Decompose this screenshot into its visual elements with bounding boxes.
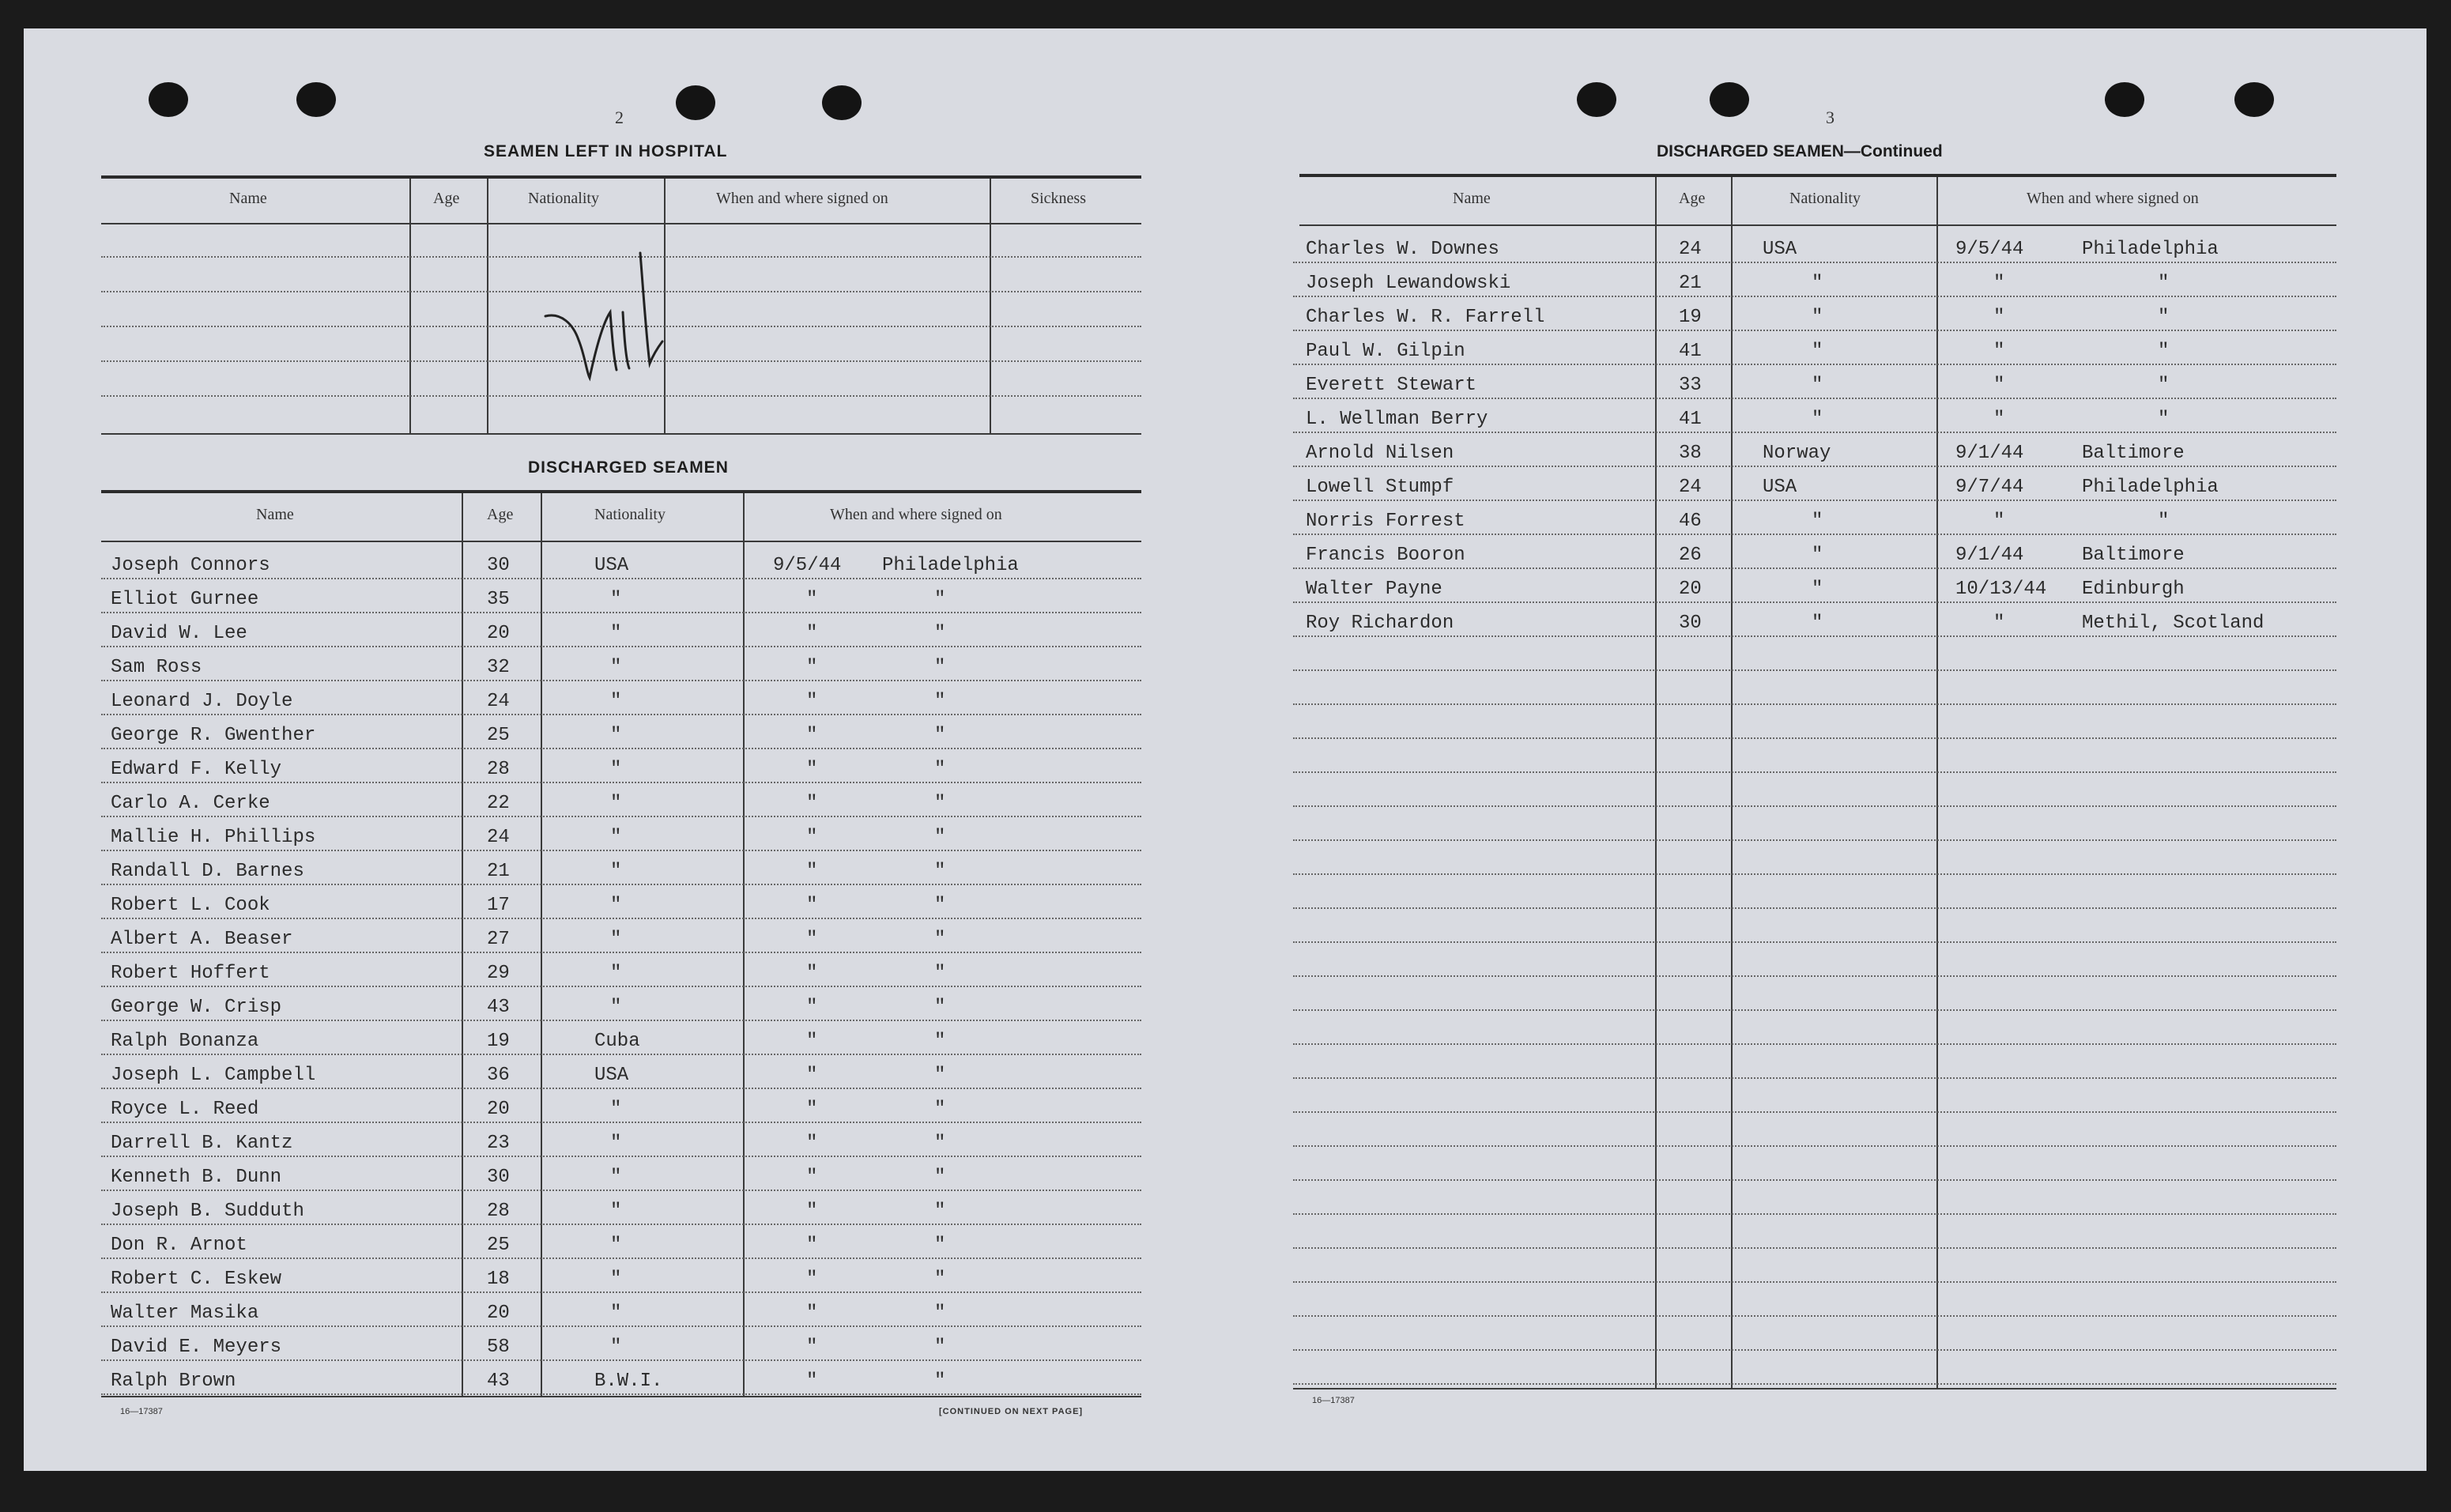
seaman-age: 19 <box>487 1031 510 1052</box>
signed-on-place: Edinburgh <box>2082 579 2185 600</box>
seaman-age: 20 <box>487 1303 510 1324</box>
seaman-name: Lowell Stumpf <box>1306 477 1454 498</box>
signed-on-place: Baltimore <box>2082 443 2185 464</box>
ruled-line <box>1293 1213 2336 1215</box>
signed-on-date: " <box>806 589 818 610</box>
column-header-nationality: Nationality <box>1789 190 1861 207</box>
seaman-name: Arnold Nilsen <box>1306 443 1454 464</box>
seaman-age: 24 <box>487 691 510 712</box>
ruled-line <box>1293 601 2336 603</box>
signed-on-date: 9/5/44 <box>1955 239 2024 260</box>
ruled-line <box>1293 839 2336 841</box>
signed-on-place: " <box>934 725 946 746</box>
seaman-nationality: " <box>610 589 622 610</box>
signed-on-date: " <box>806 691 818 712</box>
seaman-name: Joseph Connors <box>111 555 270 576</box>
signed-on-date: " <box>1993 613 2005 634</box>
signed-on-date: 10/13/44 <box>1955 579 2047 600</box>
table-bottom-rule <box>101 1396 1141 1397</box>
seaman-name: Joseph L. Campbell <box>111 1065 316 1086</box>
signed-on-place: " <box>934 1167 946 1188</box>
seaman-name: Charles W. Downes <box>1306 239 1499 260</box>
ruled-line <box>1293 567 2336 569</box>
seaman-age: 23 <box>487 1133 510 1154</box>
seaman-age: 30 <box>487 555 510 576</box>
seaman-age: 29 <box>487 963 510 984</box>
ruled-line <box>1293 262 2336 263</box>
ruled-line <box>101 850 1141 851</box>
ruled-line <box>1293 669 2336 671</box>
seaman-name: Robert C. Eskew <box>111 1269 282 1290</box>
signed-on-place: Philadelphia <box>2082 477 2219 498</box>
seaman-nationality: " <box>610 861 622 882</box>
table-top-rule <box>1299 174 2336 177</box>
signed-on-date: " <box>806 997 818 1018</box>
signed-on-date: " <box>806 1303 818 1324</box>
signed-on-date: " <box>806 827 818 848</box>
form-number: 16—17387 <box>1312 1396 1355 1405</box>
seaman-nationality: " <box>610 759 622 780</box>
seaman-nationality: " <box>610 929 622 950</box>
signed-on-place: " <box>934 691 946 712</box>
table-bottom-rule <box>101 433 1141 435</box>
seaman-nationality: USA <box>594 1065 629 1086</box>
seaman-name: David E. Meyers <box>111 1337 282 1358</box>
signed-on-place: " <box>934 759 946 780</box>
seaman-nationality: " <box>1812 545 1823 566</box>
punch-hole <box>2234 82 2274 117</box>
seaman-name: David W. Lee <box>111 623 247 644</box>
signed-on-date: 9/1/44 <box>1955 545 2024 566</box>
seaman-name: Roy Richardon <box>1306 613 1454 634</box>
ruled-line <box>101 748 1141 749</box>
signed-on-place: " <box>934 1337 946 1358</box>
signed-on-date: " <box>1993 511 2005 532</box>
signed-on-place: " <box>2158 511 2170 532</box>
seaman-age: 41 <box>1679 409 1702 430</box>
signed-on-date: 9/7/44 <box>1955 477 2024 498</box>
seaman-age: 28 <box>487 759 510 780</box>
seaman-name: Norris Forrest <box>1306 511 1465 532</box>
ruled-line <box>1293 703 2336 705</box>
seaman-age: 32 <box>487 657 510 678</box>
column-header-name: Name <box>256 506 294 523</box>
punch-hole <box>149 82 188 117</box>
seaman-name: Randall D. Barnes <box>111 861 304 882</box>
signed-on-date: " <box>806 1167 818 1188</box>
ruled-line <box>1293 364 2336 365</box>
signed-on-date: " <box>806 1235 818 1256</box>
seaman-name: George W. Crisp <box>111 997 282 1018</box>
ruled-line <box>101 918 1141 919</box>
signed-on-date: " <box>1993 273 2005 294</box>
seaman-name: Edward F. Kelly <box>111 759 282 780</box>
seaman-name: Joseph B. Sudduth <box>111 1201 304 1222</box>
signed-on-date: " <box>806 861 818 882</box>
ruled-line <box>1293 1383 2336 1385</box>
column-header-age: Age <box>433 190 460 207</box>
handwritten-nil-mark <box>537 237 680 387</box>
punch-hole <box>1710 82 1749 117</box>
seaman-name: Ralph Bonanza <box>111 1031 259 1052</box>
ruled-line <box>101 1122 1141 1123</box>
discharged-title: DISCHARGED SEAMEN <box>528 458 729 477</box>
seaman-nationality: " <box>610 1167 622 1188</box>
seaman-nationality: " <box>610 1303 622 1324</box>
seaman-age: 17 <box>487 895 510 916</box>
signed-on-place: " <box>934 1303 946 1324</box>
seaman-nationality: " <box>610 793 622 814</box>
ruled-line <box>1293 1349 2336 1351</box>
signed-on-date: " <box>806 725 818 746</box>
seaman-nationality: " <box>610 895 622 916</box>
punch-hole <box>1577 82 1616 117</box>
seaman-nationality: " <box>1812 375 1823 396</box>
table-top-rule <box>101 490 1141 493</box>
signed-on-place: " <box>934 589 946 610</box>
seaman-nationality: " <box>610 1337 622 1358</box>
seaman-nationality: USA <box>1763 239 1797 260</box>
ruled-line <box>101 782 1141 783</box>
seaman-name: Everett Stewart <box>1306 375 1477 396</box>
ruled-line <box>101 1393 1141 1395</box>
signed-on-place: Philadelphia <box>882 555 1019 576</box>
signed-on-date: " <box>806 759 818 780</box>
seaman-age: 43 <box>487 997 510 1018</box>
ruled-line <box>101 952 1141 953</box>
ruled-line <box>101 680 1141 681</box>
seaman-name: Don R. Arnot <box>111 1235 247 1256</box>
seaman-name: Robert L. Cook <box>111 895 270 916</box>
form-number: 16—17387 <box>120 1407 163 1416</box>
signed-on-place: " <box>934 895 946 916</box>
seaman-name: Royce L. Reed <box>111 1099 259 1120</box>
ruled-line <box>101 816 1141 817</box>
signed-on-date: " <box>806 1371 818 1392</box>
signed-on-place: " <box>934 861 946 882</box>
signed-on-date: " <box>1993 375 2005 396</box>
seaman-age: 20 <box>1679 579 1702 600</box>
table-bottom-rule <box>1293 1388 2336 1389</box>
ruled-line <box>101 612 1141 613</box>
ruled-line <box>101 1054 1141 1055</box>
seaman-nationality: " <box>610 725 622 746</box>
table-header-rule <box>101 223 1141 224</box>
column-header-name: Name <box>1453 190 1491 207</box>
signed-on-place: " <box>2158 409 2170 430</box>
seaman-age: 25 <box>487 1235 510 1256</box>
seaman-age: 41 <box>1679 341 1702 362</box>
seaman-age: 43 <box>487 1371 510 1392</box>
discharged-continued-title <box>1657 142 1943 161</box>
signed-on-place: " <box>934 793 946 814</box>
signed-on-place: Baltimore <box>2082 545 2185 566</box>
ruled-line <box>1293 975 2336 977</box>
ruled-line <box>101 578 1141 579</box>
signed-on-date: " <box>1993 409 2005 430</box>
seaman-nationality: " <box>1812 613 1823 634</box>
seaman-name: Walter Payne <box>1306 579 1442 600</box>
seaman-name: Kenneth B. Dunn <box>111 1167 282 1188</box>
signed-on-place: " <box>934 1371 946 1392</box>
hospital-title: SEAMEN LEFT IN HOSPITAL <box>484 142 728 160</box>
signed-on-place: " <box>934 929 946 950</box>
seaman-name: Paul W. Gilpin <box>1306 341 1465 362</box>
signed-on-date: " <box>806 623 818 644</box>
seaman-name: Albert A. Beaser <box>111 929 293 950</box>
seaman-age: 35 <box>487 589 510 610</box>
ruled-line <box>1293 398 2336 399</box>
seaman-name: Elliot Gurnee <box>111 589 259 610</box>
signed-on-date: " <box>806 1337 818 1358</box>
signed-on-date: " <box>806 1031 818 1052</box>
ruled-line <box>101 395 1141 397</box>
seaman-nationality: " <box>1812 409 1823 430</box>
column-divider <box>1936 177 1938 1388</box>
ruled-line <box>101 1291 1141 1293</box>
ruled-line <box>1293 907 2336 909</box>
seaman-nationality: USA <box>594 555 629 576</box>
seaman-age: 20 <box>487 1099 510 1120</box>
seaman-nationality: " <box>1812 341 1823 362</box>
seaman-age: 36 <box>487 1065 510 1086</box>
column-header-age: Age <box>487 506 514 523</box>
seaman-name: George R. Gwenther <box>111 725 316 746</box>
page-number: 2 <box>615 107 624 127</box>
seaman-name: Walter Masika <box>111 1303 259 1324</box>
seaman-age: 33 <box>1679 375 1702 396</box>
column-header-age: Age <box>1679 190 1706 207</box>
column-header-nationality: Nationality <box>528 190 599 207</box>
seaman-age: 21 <box>1679 273 1702 294</box>
signed-on-date: " <box>806 1099 818 1120</box>
ruled-line <box>1293 873 2336 875</box>
table-header-rule <box>101 541 1141 542</box>
ruled-line <box>1293 1281 2336 1283</box>
seaman-nationality: USA <box>1763 477 1797 498</box>
seaman-age: 21 <box>487 861 510 882</box>
seaman-name: Charles W. R. Farrell <box>1306 307 1545 328</box>
seaman-name: Leonard J. Doyle <box>111 691 293 712</box>
seaman-nationality: Norway <box>1763 443 1831 464</box>
ruled-line <box>101 1020 1141 1021</box>
seaman-nationality: " <box>1812 511 1823 532</box>
seaman-nationality: " <box>610 1235 622 1256</box>
ruled-line <box>1293 805 2336 807</box>
seaman-name: Mallie H. Phillips <box>111 827 316 848</box>
seaman-age: 20 <box>487 623 510 644</box>
ruled-line <box>1293 635 2336 637</box>
seaman-name: L. Wellman Berry <box>1306 409 1488 430</box>
ruled-line <box>101 1257 1141 1259</box>
seaman-nationality: " <box>610 623 622 644</box>
ruled-line <box>101 1359 1141 1361</box>
signed-on-place: Philadelphia <box>2082 239 2219 260</box>
column-header-signed-on: When and where signed on <box>830 506 1002 523</box>
column-header-signed-on: When and where signed on <box>716 190 888 207</box>
signed-on-place: " <box>934 657 946 678</box>
seaman-age: 30 <box>487 1167 510 1188</box>
ruled-line <box>1293 296 2336 297</box>
column-divider <box>541 493 542 1396</box>
seaman-age: 22 <box>487 793 510 814</box>
seaman-age: 19 <box>1679 307 1702 328</box>
punch-hole <box>2105 82 2144 117</box>
signed-on-place: " <box>934 827 946 848</box>
seaman-nationality: B.W.I. <box>594 1371 663 1392</box>
column-header-sickness: Sickness <box>1031 190 1086 207</box>
signed-on-date: " <box>806 895 818 916</box>
ruled-line <box>1293 432 2336 433</box>
signed-on-place: " <box>2158 375 2170 396</box>
ruled-line <box>1293 771 2336 773</box>
signed-on-place: " <box>2158 307 2170 328</box>
signed-on-date: 9/5/44 <box>773 555 842 576</box>
seaman-name: Carlo A. Cerke <box>111 793 270 814</box>
seaman-age: 28 <box>487 1201 510 1222</box>
ruled-line <box>101 986 1141 987</box>
signed-on-place: " <box>934 1133 946 1154</box>
ruled-line <box>101 1224 1141 1225</box>
signed-on-place: " <box>934 1031 946 1052</box>
ruled-line <box>101 1088 1141 1089</box>
seaman-age: 25 <box>487 725 510 746</box>
seaman-name: Sam Ross <box>111 657 202 678</box>
seaman-age: 27 <box>487 929 510 950</box>
seaman-nationality: " <box>610 1269 622 1290</box>
signed-on-date: " <box>1993 341 2005 362</box>
seaman-nationality: " <box>610 1201 622 1222</box>
ruled-line <box>1293 1111 2336 1113</box>
column-header-nationality: Nationality <box>594 506 666 523</box>
seaman-name: Robert Hoffert <box>111 963 270 984</box>
column-header-name: Name <box>229 190 267 207</box>
ruled-line <box>1293 737 2336 739</box>
seaman-name: Darrell B. Kantz <box>111 1133 293 1154</box>
signed-on-date: " <box>806 1269 818 1290</box>
column-divider <box>1655 177 1657 1388</box>
ruled-line <box>101 1156 1141 1157</box>
ruled-line <box>1293 941 2336 943</box>
ruled-line <box>1293 466 2336 467</box>
signed-on-date: " <box>1993 307 2005 328</box>
seaman-name: Joseph Lewandowski <box>1306 273 1511 294</box>
title-suffix: —Continued <box>1843 142 1943 160</box>
column-header-signed-on: When and where signed on <box>2027 190 2199 207</box>
ruled-line <box>1293 500 2336 501</box>
signed-on-place: " <box>934 1269 946 1290</box>
continued-note: [CONTINUED ON NEXT PAGE] <box>939 1407 1084 1416</box>
seaman-age: 46 <box>1679 511 1702 532</box>
punch-hole <box>822 85 862 120</box>
signed-on-place: " <box>934 1099 946 1120</box>
signed-on-date: " <box>806 929 818 950</box>
seaman-age: 38 <box>1679 443 1702 464</box>
seaman-nationality: " <box>610 827 622 848</box>
seaman-nationality: " <box>610 963 622 984</box>
signed-on-date: " <box>806 1133 818 1154</box>
seaman-nationality: " <box>1812 307 1823 328</box>
ruled-line <box>1293 1179 2336 1181</box>
seaman-age: 24 <box>1679 239 1702 260</box>
ruled-line <box>1293 1077 2336 1079</box>
seaman-nationality: " <box>610 657 622 678</box>
seaman-name: Ralph Brown <box>111 1371 236 1392</box>
signed-on-date: 9/1/44 <box>1955 443 2024 464</box>
seaman-nationality: " <box>610 997 622 1018</box>
punch-hole <box>676 85 715 120</box>
signed-on-place: " <box>934 623 946 644</box>
seaman-nationality: " <box>1812 273 1823 294</box>
signed-on-date: " <box>806 793 818 814</box>
seaman-age: 24 <box>487 827 510 848</box>
column-divider <box>743 493 745 1396</box>
signed-on-date: " <box>806 1201 818 1222</box>
seaman-age: 18 <box>487 1269 510 1290</box>
ruled-line <box>1293 1145 2336 1147</box>
table-header-rule <box>1299 224 2336 226</box>
seaman-age: 30 <box>1679 613 1702 634</box>
table-top-rule <box>101 175 1141 179</box>
signed-on-place: Methil, Scotland <box>2082 613 2264 634</box>
ruled-line <box>1293 1315 2336 1317</box>
seaman-nationality: " <box>610 1099 622 1120</box>
signed-on-date: " <box>806 963 818 984</box>
ruled-line <box>101 714 1141 715</box>
ruled-line <box>1293 1043 2336 1045</box>
column-divider <box>1731 177 1733 1388</box>
signed-on-place: " <box>934 1235 946 1256</box>
seaman-nationality: " <box>1812 579 1823 600</box>
ruled-line <box>101 1325 1141 1327</box>
signed-on-date: " <box>806 1065 818 1086</box>
signed-on-place: " <box>934 997 946 1018</box>
ruled-line <box>1293 534 2336 535</box>
page-number: 3 <box>1826 107 1834 127</box>
column-divider <box>462 493 463 1396</box>
scanned-document <box>24 28 2426 1471</box>
ruled-line <box>1293 330 2336 331</box>
signed-on-place: " <box>934 963 946 984</box>
ruled-line <box>101 884 1141 885</box>
ruled-line <box>1293 1009 2336 1011</box>
seaman-age: 26 <box>1679 545 1702 566</box>
seaman-name: Francis Booron <box>1306 545 1465 566</box>
title-main: DISCHARGED SEAMEN <box>1657 142 1844 160</box>
signed-on-place: " <box>934 1201 946 1222</box>
signed-on-date: " <box>806 657 818 678</box>
signed-on-place: " <box>934 1065 946 1086</box>
seaman-age: 58 <box>487 1337 510 1358</box>
ruled-line <box>101 646 1141 647</box>
seaman-nationality: " <box>610 691 622 712</box>
seaman-nationality: " <box>610 1133 622 1154</box>
ruled-line <box>101 1190 1141 1191</box>
seaman-nationality: Cuba <box>594 1031 640 1052</box>
seaman-age: 24 <box>1679 477 1702 498</box>
punch-hole <box>296 82 336 117</box>
ruled-line <box>1293 1247 2336 1249</box>
signed-on-place: " <box>2158 273 2170 294</box>
signed-on-place: " <box>2158 341 2170 362</box>
